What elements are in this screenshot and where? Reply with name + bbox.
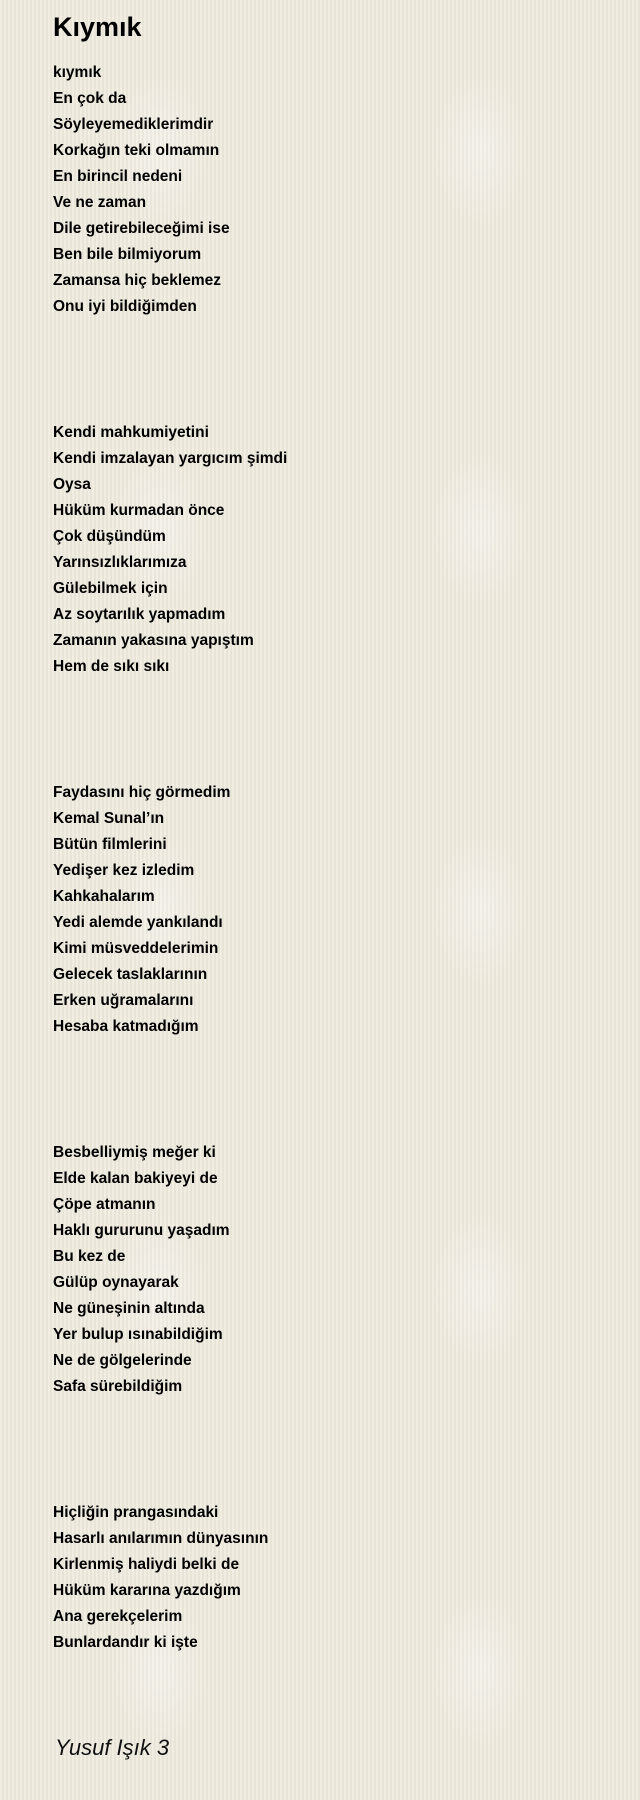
stanza <box>53 1140 613 1400</box>
poem-line: Gülebilmek için <box>53 580 168 597</box>
poem-line: Ne de gölgelerinde <box>53 1352 192 1369</box>
poem-title: Kıymık <box>53 12 142 42</box>
poem-line: Bu kez de <box>53 1248 126 1265</box>
poem-line: Hem de sıkı sıkı <box>53 658 170 675</box>
poem-line: En birincil nedeni <box>53 168 183 185</box>
poem-line: Oysa <box>53 476 91 493</box>
poem-line: Yedi alemde yankılandı <box>53 914 223 931</box>
poem-line: Çöpe atmanın <box>53 1196 156 1213</box>
poem-body <box>53 60 613 1656</box>
poem-line: Kendi imzalayan yargıcım şimdi <box>53 450 288 467</box>
poem-line: Kendi mahkumiyetini <box>53 424 209 441</box>
poem-line: Elde kalan bakiyeyi de <box>53 1170 218 1187</box>
poem-line: Söyleyemediklerimdir <box>53 116 214 133</box>
poem-line: Kemal Sunal’ın <box>53 810 165 827</box>
poem-line: Yer bulup ısınabildiğim <box>53 1326 223 1343</box>
stanza <box>53 420 613 680</box>
poem-line: Kimi müsveddelerimin <box>53 940 219 957</box>
poem-line: Hüküm kararına yazdığım <box>53 1582 241 1599</box>
poem-line: Zamansa hiç beklemez <box>53 272 221 289</box>
poem-line: Kahkahalarım <box>53 888 155 905</box>
poem-line: Korkağın teki olmamın <box>53 142 220 159</box>
poem-line: Hasarlı anılarımın dünyasının <box>53 1530 269 1547</box>
poem-page <box>53 12 613 1756</box>
stanza <box>53 60 613 320</box>
poem-line: Haklı gururunu yaşadım <box>53 1222 230 1239</box>
poem-line: Safa sürebildiğim <box>53 1378 183 1395</box>
poem-line: Gelecek taslaklarının <box>53 966 208 983</box>
poem-line: Kirlenmiş haliydi belki de <box>53 1556 240 1573</box>
poem-line: Yedişer kez izledim <box>53 862 195 879</box>
poem-line: Ne güneşinin altında <box>53 1300 205 1317</box>
poem-line: Hiçliğin prangasındaki <box>53 1504 219 1521</box>
poem-line: Erken uğramalarını <box>53 992 194 1009</box>
poem-line: Az soytarılık yapmadım <box>53 606 226 623</box>
poem-line: Hüküm kurmadan önce <box>53 502 225 519</box>
poem-author: Yusuf Işık 3 <box>55 1735 170 1760</box>
poem-line: Hesaba katmadığım <box>53 1018 199 1035</box>
poem-line: Bütün filmlerini <box>53 836 167 853</box>
stanza <box>53 780 613 1040</box>
poem-line: En çok da <box>53 90 127 107</box>
poem-line: Faydasını hiç görmedim <box>53 784 231 801</box>
poem-line: Ben bile bilmiyorum <box>53 246 202 263</box>
poem-line: Onu iyi bildiğimden <box>53 298 197 315</box>
poem-line: Bunlardandır ki işte <box>53 1634 198 1651</box>
poem-line: Dile getirebileceğimi ise <box>53 220 230 237</box>
poem-line: Besbelliymiş meğer ki <box>53 1144 216 1161</box>
poem-line: Zamanın yakasına yapıştım <box>53 632 254 649</box>
poem-line: Ve ne zaman <box>53 194 147 211</box>
poem-line: Gülüp oynayarak <box>53 1274 179 1291</box>
poem-line: Yarınsızlıklarımıza <box>53 554 187 571</box>
poem-line: kıymık <box>53 64 102 81</box>
poem-line: Ana gerekçelerim <box>53 1608 183 1625</box>
poem-line: Çok düşündüm <box>53 528 166 545</box>
stanza <box>53 1500 613 1656</box>
